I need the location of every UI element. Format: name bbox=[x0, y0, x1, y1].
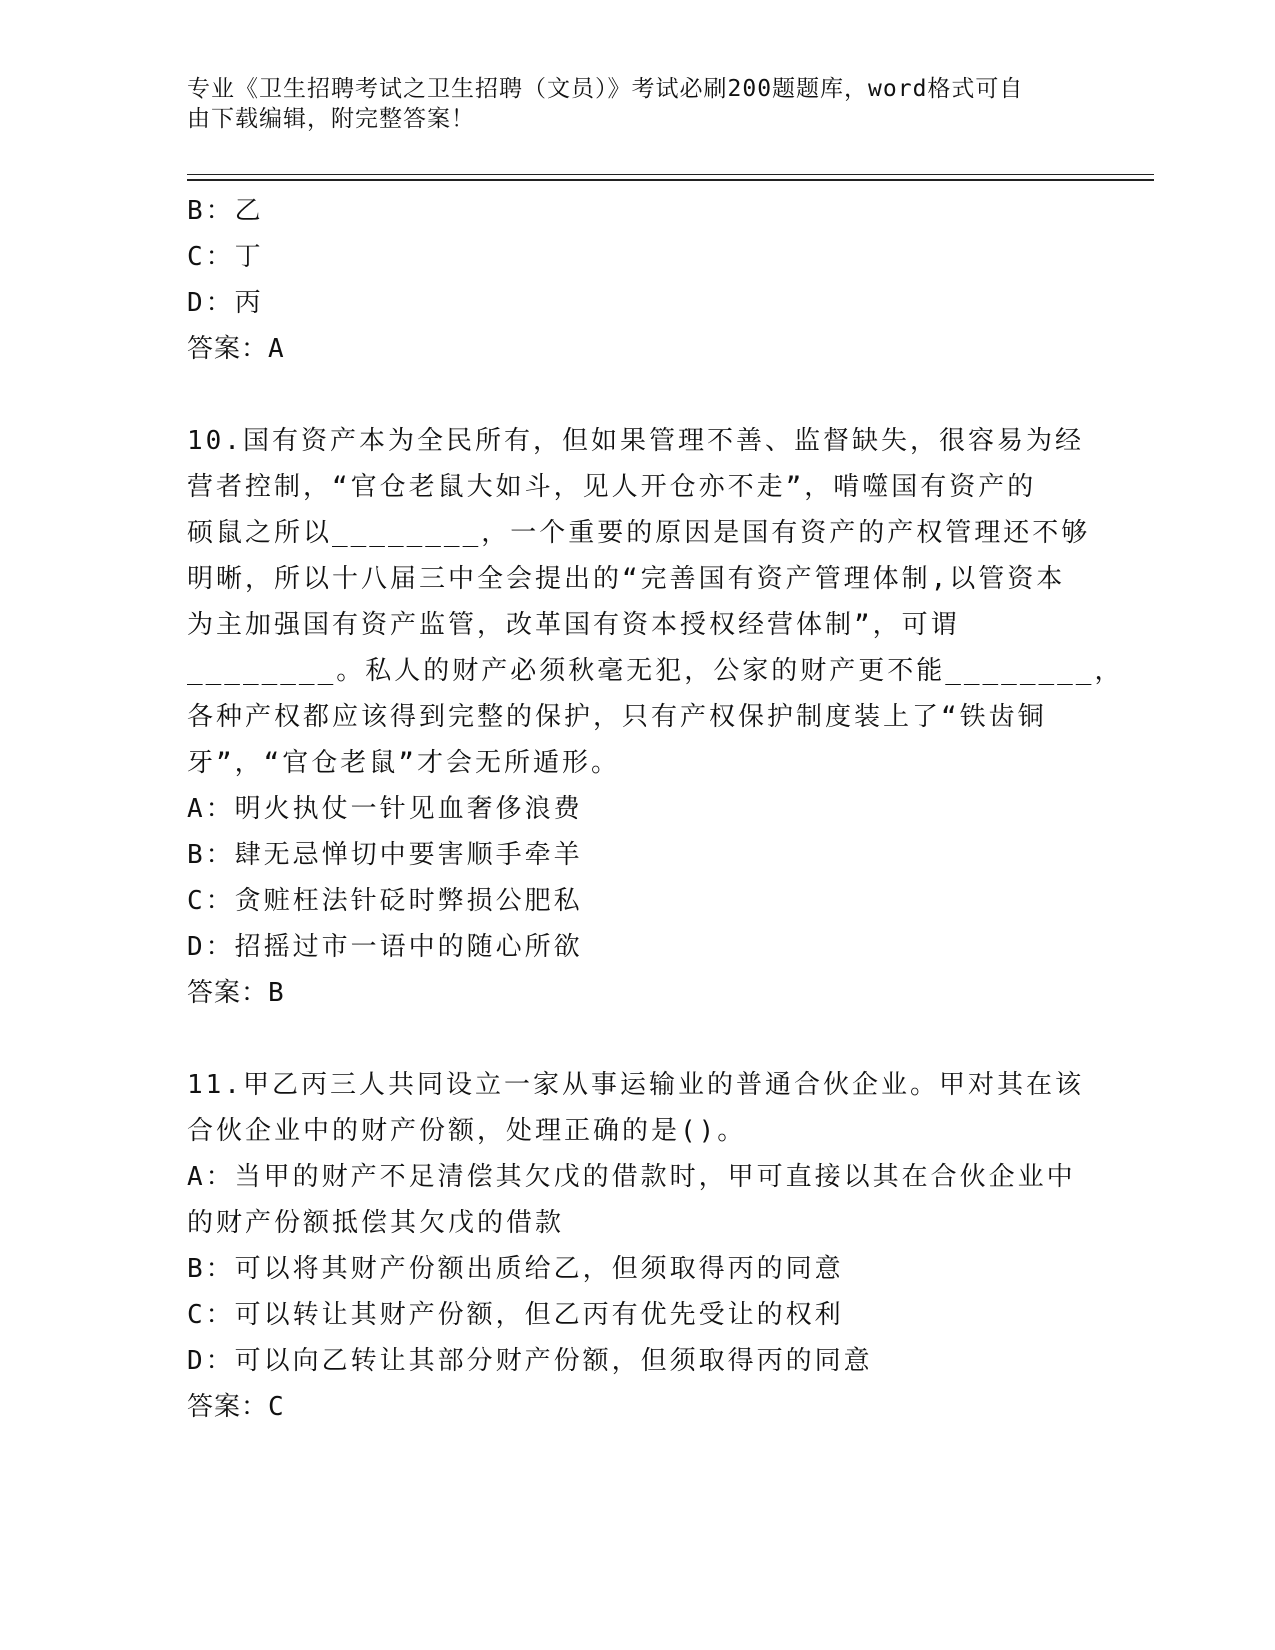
document-header bbox=[187, 74, 1067, 134]
spacer bbox=[187, 1016, 1087, 1062]
header-divider-thin bbox=[187, 174, 1154, 175]
answer-line: 答案：B bbox=[187, 978, 285, 1008]
option-b: B：可以将其财产份额出质给乙，但须取得丙的同意 bbox=[187, 1254, 844, 1284]
option-c: C：可以转让其财产份额，但乙丙有优先受让的权利 bbox=[187, 1300, 844, 1330]
header-divider-thick bbox=[187, 179, 1154, 181]
question-text-line: 合伙企业中的财产份额，处理正确的是()。 bbox=[187, 1116, 747, 1146]
prev-question bbox=[187, 188, 1087, 372]
header-line-2: 由下载编辑，附完整答案！ bbox=[187, 106, 475, 132]
question-text-line: 10.国有资产本为全民所有，但如果管理不善、监督缺失，很容易为经 bbox=[187, 426, 1084, 456]
option-b: B：乙 bbox=[187, 196, 264, 226]
question-text-line: 营者控制，“官仓老鼠大如斗，见人开仓亦不走”，啃噬国有资产的 bbox=[187, 472, 1037, 502]
header-line-1: 专业《卫生招聘考试之卫生招聘（文员）》考试必刷200题题库，word格式可自 bbox=[187, 76, 1024, 102]
option-b: B：肆无忌惮切中要害顺手牵羊 bbox=[187, 840, 583, 870]
question-text-line: 牙”，“官仓老鼠”才会无所遁形。 bbox=[187, 748, 620, 778]
option-c: C：丁 bbox=[187, 242, 264, 272]
option-d: D：招摇过市一语中的随心所欲 bbox=[187, 932, 583, 962]
document-body bbox=[187, 188, 1124, 1430]
question-text-line: ________。私人的财产必须秋毫无犯，公家的财产更不能________， bbox=[187, 656, 1124, 686]
question-text-line: 11.甲乙丙三人共同设立一家从事运输业的普通合伙企业。甲对其在该 bbox=[187, 1070, 1084, 1100]
question-text-line: 各种产权都应该得到完整的保护，只有产权保护制度装上了“铁齿铜 bbox=[187, 702, 1047, 732]
question-text-line: 硕鼠之所以________，一个重要的原因是国有资产的产权管理还不够 bbox=[187, 518, 1091, 548]
question-text-line: 明晰，所以十八届三中全会提出的“完善国有资产管理体制,以管资本 bbox=[187, 564, 1066, 594]
option-d: D：丙 bbox=[187, 288, 264, 318]
question-11 bbox=[187, 1062, 1087, 1430]
answer-line: 答案：A bbox=[187, 334, 285, 364]
answer-line: 答案：C bbox=[187, 1392, 285, 1422]
option-a-continued: 的财产份额抵偿其欠戊的借款 bbox=[187, 1208, 565, 1238]
question-10 bbox=[187, 418, 1124, 1016]
option-a: A：当甲的财产不足清偿其欠戊的借款时，甲可直接以其在合伙企业中 bbox=[187, 1162, 1076, 1192]
question-text-line: 为主加强国有资产监管，改革国有资本授权经营体制”，可谓 bbox=[187, 610, 960, 640]
option-a: A：明火执仗一针见血奢侈浪费 bbox=[187, 794, 583, 824]
spacer bbox=[187, 372, 1087, 418]
option-d: D：可以向乙转让其部分财产份额，但须取得丙的同意 bbox=[187, 1346, 873, 1376]
option-c: C：贪赃枉法针砭时弊损公肥私 bbox=[187, 886, 583, 916]
